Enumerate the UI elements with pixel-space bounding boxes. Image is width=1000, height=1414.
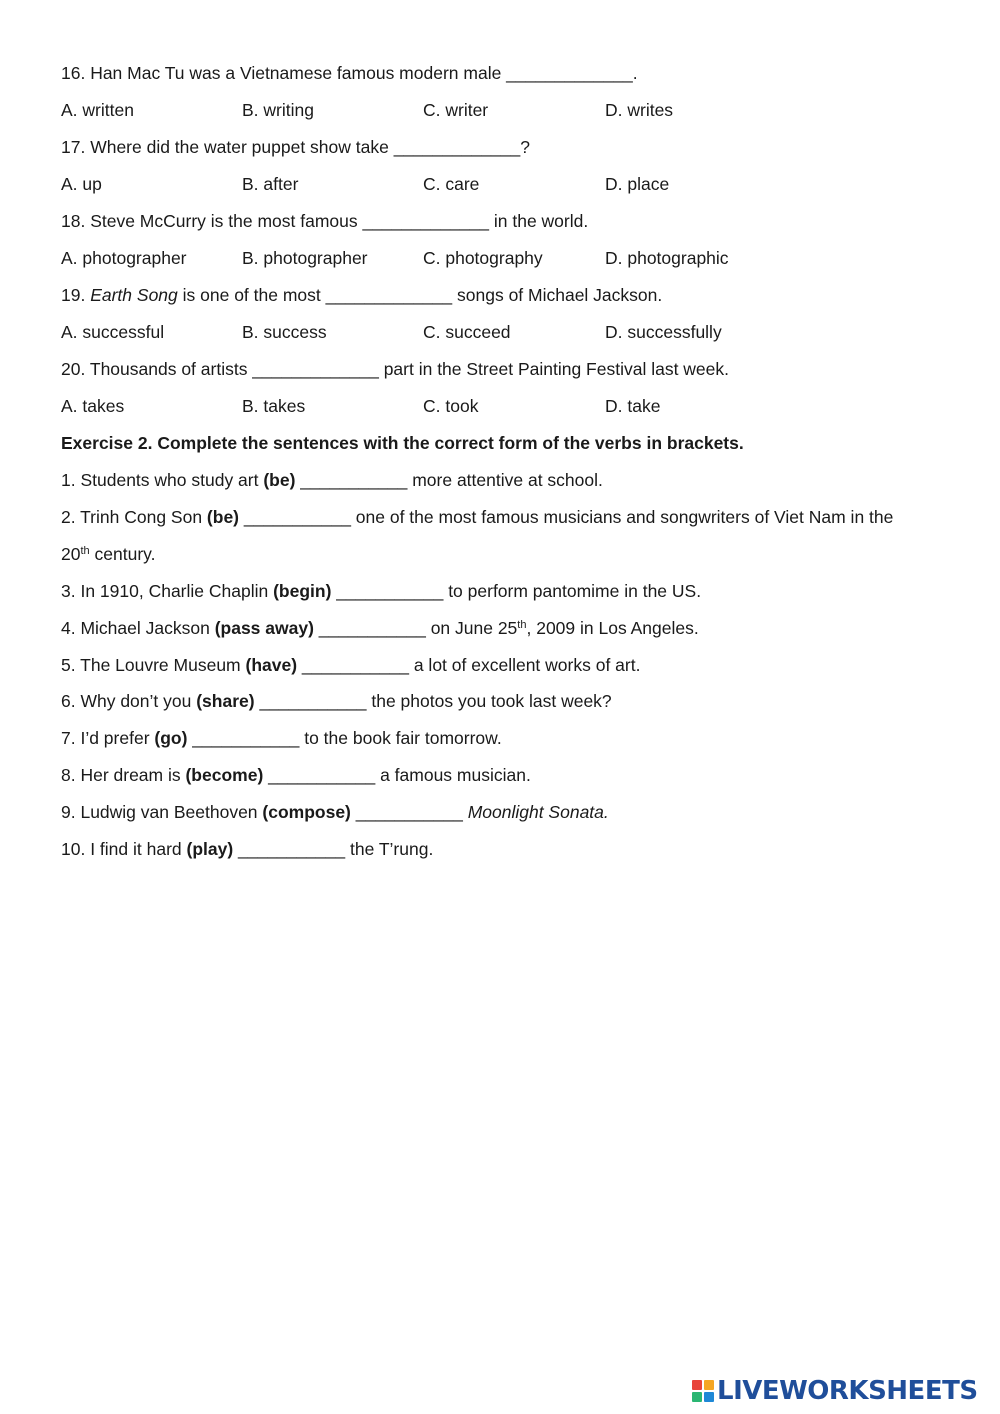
option-a[interactable]: A. photographer [61,248,187,268]
exercise-2-item-5: 5. The Louvre Museum (have) ___________ a lot of excellent works of art. [61,655,641,675]
question-18-options [61,247,861,269]
exercise-2-item-9: 9. Ludwig van Beethoven (compose) ___________ Moonlight Sonata. [61,802,609,822]
verb-hint: (go) [154,728,188,748]
song-title: Earth Song [90,285,178,305]
option-d[interactable]: D. writes [605,100,674,120]
option-a[interactable]: A. takes [61,396,125,416]
liveworksheets-icon [692,1380,714,1402]
exercise-2-item-3: 3. In 1910, Charlie Chaplin (begin) ___________ to perform pantomime in the US. [61,581,702,601]
verb-hint: (share) [196,691,255,711]
exercise-2-item-6: 6. Why don’t you (share) ___________ the photos you took last week? [61,691,612,711]
question-19-stem: 19. Earth Song is one of the most _____________ songs of Michael Jackson. [61,285,663,305]
question-19-options [61,321,861,343]
option-b[interactable]: B. takes [242,396,306,416]
logo-text: LIVEWORKSHEETS [717,1376,978,1406]
exercise-2-item-7: 7. I’d prefer (go) ___________ to the book fair tomorrow. [61,728,502,748]
verb-hint: (begin) [273,581,332,601]
question-17-stem: 17. Where did the water puppet show take _____________? [61,137,530,157]
question-20-stem: 20. Thousands of artists _____________ part in the Street Painting Festival last week. [61,359,730,379]
verb-hint: (be) [263,470,296,490]
option-b[interactable]: B. writing [242,100,314,120]
exercise-2-item-8: 8. Her dream is (become) ___________ a famous musician. [61,765,531,785]
verb-hint: (become) [185,765,264,785]
option-a[interactable]: A. up [61,174,102,194]
option-b[interactable]: B. photographer [242,248,368,268]
exercise-2-item-10: 10. I find it hard (play) ___________ the T’rung. [61,839,434,859]
option-b[interactable]: B. after [242,174,299,194]
option-c[interactable]: C. took [423,396,479,416]
exercise-2-item-2: 2. Trinh Cong Son (be) ___________ one of the most famous musicians and songwriters of Viet Nam in the [61,507,894,527]
work-title: Moonlight Sonata. [467,802,609,822]
exercise-2-heading: Exercise 2. Complete the sentences with the correct form of the verbs in brackets. [61,433,744,453]
exercise-2-item-4: 4. Michael Jackson (pass away) ___________ on June 25th, 2009 in Los Angeles. [61,618,699,638]
option-c[interactable]: C. succeed [423,322,511,342]
question-20-options [61,395,861,417]
option-c[interactable]: C. writer [423,100,489,120]
exercise-2-item-2-continued: 20th century. [61,544,156,564]
exercise-2-item-1: 1. Students who study art (be) ___________ more attentive at school. [61,470,603,490]
question-16-stem: 16. Han Mac Tu was a Vietnamese famous modern male _____________. [61,63,638,83]
question-17-options [61,173,861,195]
verb-hint: (play) [186,839,234,859]
option-b[interactable]: B. success [242,322,327,342]
verb-hint: (pass away) [214,618,314,638]
liveworksheets-logo [692,1376,992,1406]
option-a[interactable]: A. successful [61,322,165,342]
option-d[interactable]: D. photographic [605,248,729,268]
option-d[interactable]: D. take [605,396,661,416]
option-c[interactable]: C. care [423,174,480,194]
verb-hint: (have) [245,655,298,675]
question-18-stem: 18. Steve McCurry is the most famous _____________ in the world. [61,211,589,231]
option-d[interactable]: D. successfully [605,322,722,342]
verb-hint: (compose) [262,802,351,822]
option-d[interactable]: D. place [605,174,670,194]
option-a[interactable]: A. written [61,100,134,120]
option-c[interactable]: C. photography [423,248,543,268]
verb-hint: (be) [206,507,239,527]
question-16-options [61,99,861,121]
